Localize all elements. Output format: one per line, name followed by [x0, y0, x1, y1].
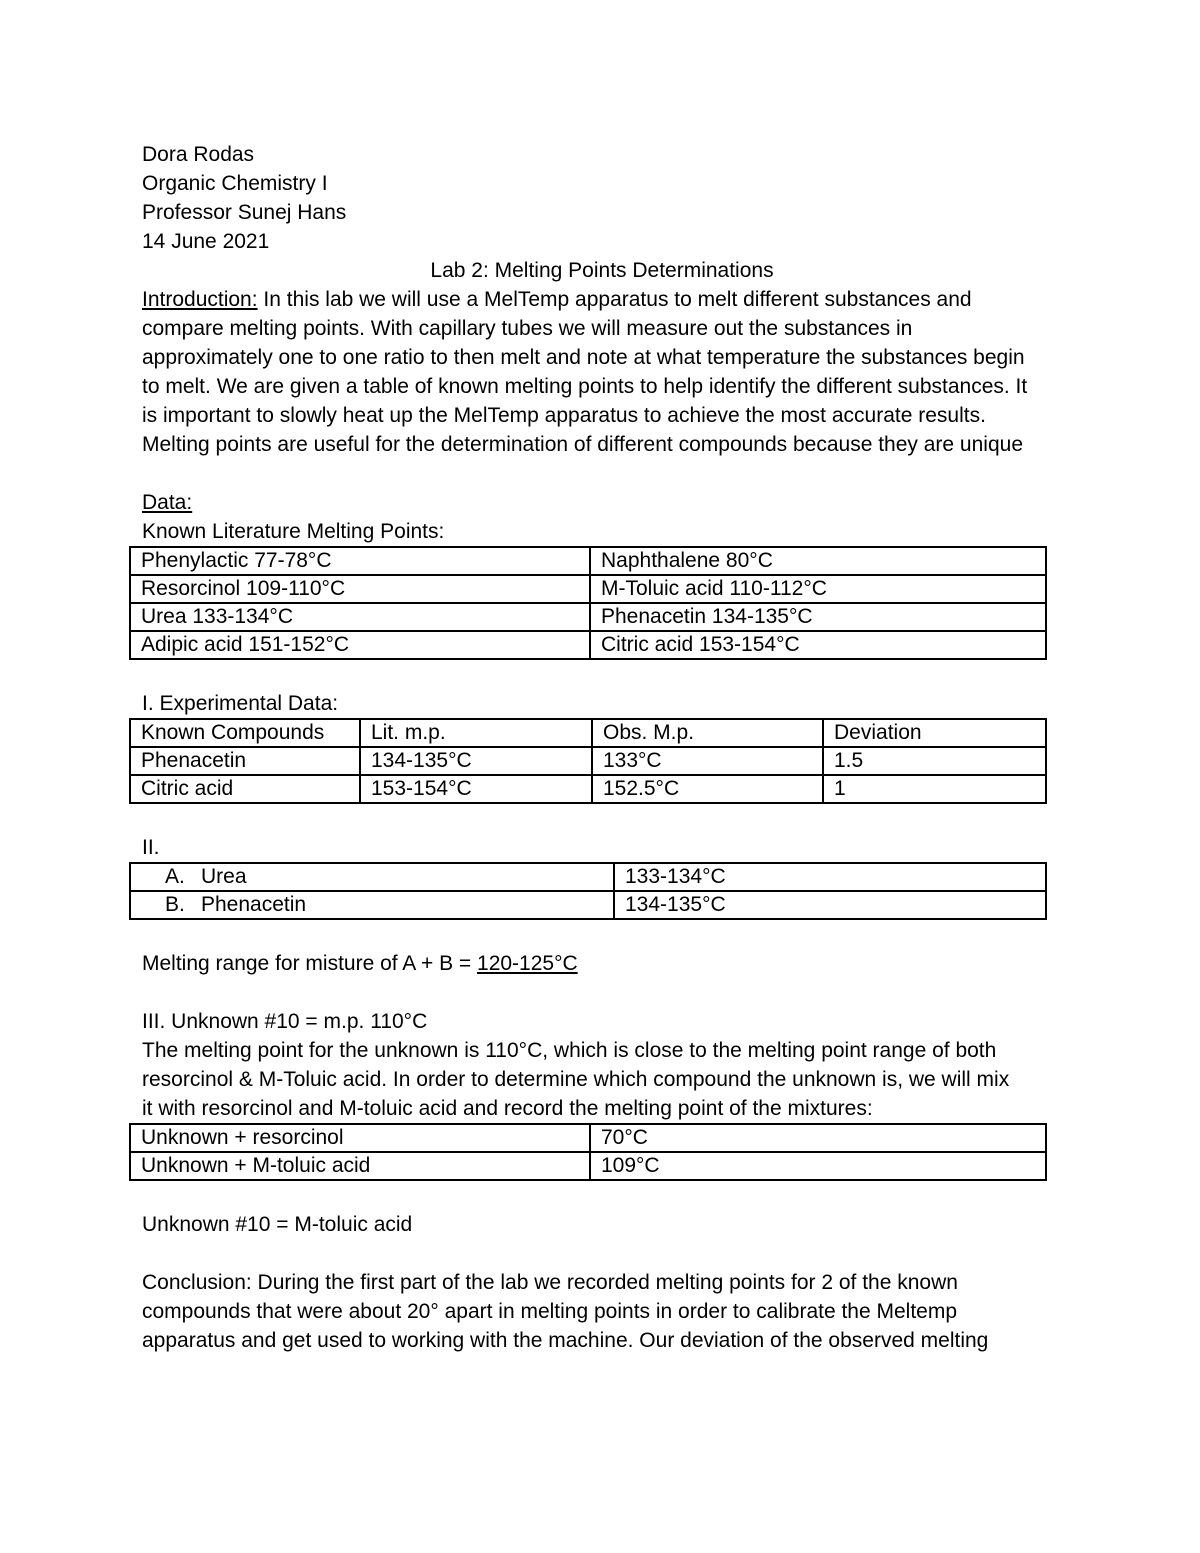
introduction-paragraph	[142, 285, 1042, 459]
compound-name: Urea	[201, 865, 247, 888]
table-cell: M-Toluic acid 110-112°C	[590, 575, 1046, 603]
column-header: Obs. M.p.	[592, 719, 823, 747]
table-row	[130, 575, 1046, 603]
table-cell: 1.5	[823, 747, 1046, 775]
mixture-range-line	[142, 949, 1052, 978]
column-header: Deviation	[823, 719, 1046, 747]
column-header: Lit. m.p.	[360, 719, 592, 747]
introduction-text: In this lab we will use a MelTemp apparatus to melt different substances and compare melting points. With capillary tubes we will measure out the substances in approximately one to one ratio to then melt and note at what temperature the substances begin to melt. We are given a table of known melting points to help identify the different substances. It is important to slowly heat up the MelTemp apparatus to achieve the most accurate results. Melting points are useful for the determination of different compounds because they are unique	[142, 288, 1028, 456]
introduction-label: Introduction:	[142, 288, 258, 311]
table-cell: Adipic acid 151-152°C	[130, 631, 590, 659]
part-two-title: II.	[142, 836, 160, 859]
conclusion-line: apparatus and get used to working with the machine. Our deviation of the observed melting	[142, 1329, 989, 1352]
compound-name: Phenacetin	[201, 893, 307, 916]
table-cell: Unknown + resorcinol	[130, 1124, 590, 1152]
part-two-table	[129, 862, 1047, 920]
experimental-data-title: I. Experimental Data:	[142, 692, 339, 715]
part-three-text-line: The melting point for the unknown is 110°C, which is close to the melting point range of both	[142, 1039, 997, 1062]
table-row	[130, 775, 1046, 803]
known-melting-points-table	[129, 546, 1047, 660]
document-date: 14 June 2021	[142, 230, 270, 253]
data-label: Data:	[142, 491, 193, 514]
table-row	[130, 1152, 1046, 1180]
list-marker: B.	[165, 893, 185, 916]
table-cell: Unknown + M-toluic acid	[130, 1152, 590, 1180]
table-row	[130, 891, 1046, 919]
table-cell: Phenacetin 134-135°C	[590, 603, 1046, 631]
table-row	[130, 603, 1046, 631]
mixture-range-value: 120-125°C	[477, 952, 578, 975]
table-row	[130, 1124, 1046, 1152]
list-marker: A.	[165, 865, 185, 888]
table-row	[130, 547, 1046, 575]
table-cell: Citric acid	[130, 775, 360, 803]
table-cell: Citric acid 153-154°C	[590, 631, 1046, 659]
part-three-text-line: it with resorcinol and M-toluic acid and record the melting point of the mixtures:	[142, 1097, 873, 1120]
document-title: Lab 2: Melting Points Determinations	[430, 259, 774, 282]
table-cell: Naphthalene 80°C	[590, 547, 1046, 575]
table-cell: 1	[823, 775, 1046, 803]
unknown-result: Unknown #10 = M-toluic acid	[142, 1213, 413, 1236]
table-row	[130, 863, 1046, 891]
table-cell: 70°C	[590, 1124, 1046, 1152]
table-cell: 152.5°C	[592, 775, 823, 803]
table-cell: 134-135°C	[614, 891, 1046, 919]
unknown-mixture-table	[129, 1123, 1047, 1181]
conclusion-line: compounds that were about 20° apart in melting points in order to calibrate the Meltemp	[142, 1300, 958, 1323]
column-header: Known Compounds	[130, 719, 360, 747]
experimental-data-table	[129, 718, 1047, 804]
document-page	[142, 140, 1052, 1355]
table-cell: Phenylactic 77-78°C	[130, 547, 590, 575]
table-row	[130, 631, 1046, 659]
table-cell: 109°C	[590, 1152, 1046, 1180]
table-cell	[130, 891, 614, 919]
table-cell: Resorcinol 109-110°C	[130, 575, 590, 603]
table-row	[130, 747, 1046, 775]
professor-name: Professor Sunej Hans	[142, 201, 347, 224]
mixture-range-text: Melting range for misture of A + B =	[142, 952, 478, 975]
author-name: Dora Rodas	[142, 143, 255, 166]
table-cell: Urea 133-134°C	[130, 603, 590, 631]
table-cell: 134-135°C	[360, 747, 592, 775]
table-cell: 153-154°C	[360, 775, 592, 803]
part-three-title: III. Unknown #10 = m.p. 110°C	[142, 1010, 428, 1033]
table-cell: 133°C	[592, 747, 823, 775]
part-three-text-line: resorcinol & M-Toluic acid. In order to determine which compound the unknown is, we will mix	[142, 1068, 1010, 1091]
table-cell: 133-134°C	[614, 863, 1046, 891]
table-header-row	[130, 719, 1046, 747]
table-cell: Phenacetin	[130, 747, 360, 775]
known-table-title: Known Literature Melting Points:	[142, 520, 445, 543]
table-cell	[130, 863, 614, 891]
conclusion-line: Conclusion: During the first part of the lab we recorded melting points for 2 of the known	[142, 1271, 958, 1294]
course-name: Organic Chemistry I	[142, 172, 328, 195]
